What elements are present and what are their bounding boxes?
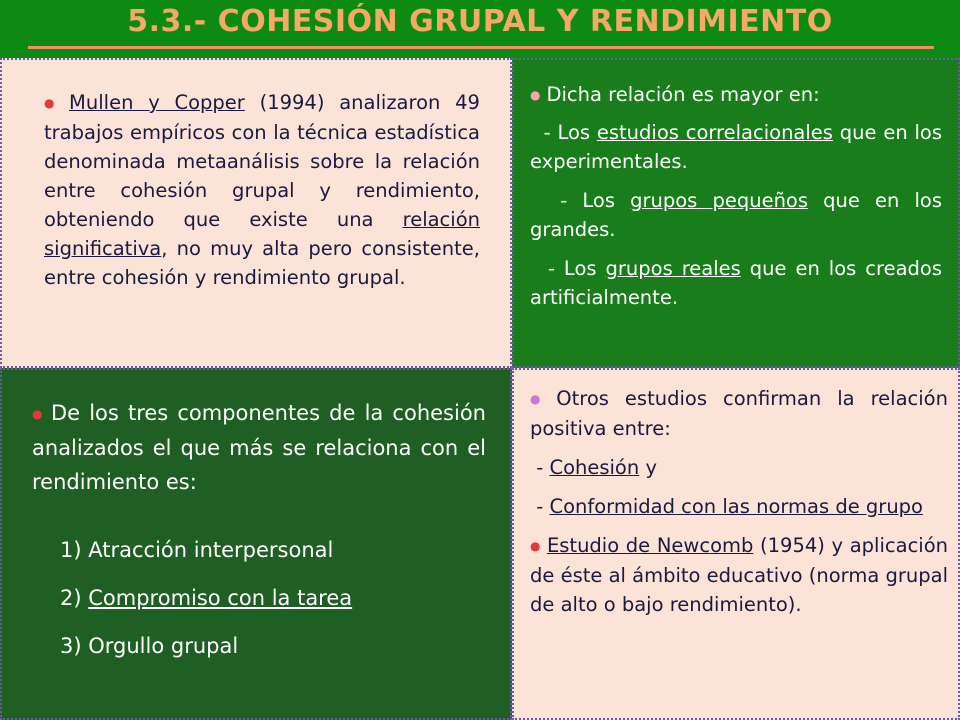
meta-analysis-paragraph xyxy=(44,88,480,292)
newcomb-study-link[interactable]: Estudio de Newcomb xyxy=(546,534,754,557)
real-groups-link[interactable]: grupos reales xyxy=(605,257,741,280)
item-prefix: - xyxy=(536,495,544,518)
group-norms-link[interactable]: Conformidad con las normas de grupo xyxy=(549,495,923,518)
components-intro xyxy=(32,396,486,499)
bullet-icon: ● xyxy=(44,96,64,110)
newcomb-study-text: (1954) y aplicación de éste al ámbito educativo (norma grupal de alto o bajo rendimiento). xyxy=(530,534,949,616)
item-prefix: - xyxy=(536,456,544,479)
small-groups-link[interactable]: grupos pequeños xyxy=(630,189,809,212)
item-prefix: - Los xyxy=(547,257,597,280)
bullet-icon: ● xyxy=(530,88,541,102)
item-prefix: - Los xyxy=(560,189,615,212)
other-studies-intro xyxy=(530,384,948,443)
panel-relation-greater xyxy=(512,58,960,368)
item-suffix: y xyxy=(645,456,657,479)
relation-intro-text: Dicha relación es mayor en: xyxy=(546,83,820,106)
correlational-studies-link[interactable]: estudios correlacionales xyxy=(596,121,833,144)
title-underline xyxy=(28,46,934,49)
item-suffix: que en los creados artificialmente. xyxy=(530,257,943,309)
significant-relation-link[interactable]: relación significativa xyxy=(44,208,480,260)
other-studies-item xyxy=(530,492,948,521)
item-suffix: que en los experimentales. xyxy=(530,121,942,173)
component-item xyxy=(60,581,486,615)
slide-title: 5.3.- COHESIÓN GRUPAL Y RENDIMIENTO xyxy=(127,4,833,39)
bullet-icon: ● xyxy=(530,539,541,553)
item-prefix: - Los xyxy=(543,121,591,144)
meta-analysis-conclusion: , no muy alta pero consistente, entre cohesión y rendimiento grupal. xyxy=(44,237,480,289)
cohesion-link[interactable]: Cohesión xyxy=(549,456,640,479)
panel-other-studies xyxy=(512,368,960,720)
component-text: Atracción interpersonal xyxy=(88,538,334,562)
panel-cohesion-components xyxy=(0,368,512,720)
components-intro-text: De los tres componentes de la cohesión analizados el que más se relaciona con el rendimiento es: xyxy=(32,401,486,494)
relation-item xyxy=(530,118,942,176)
panel-meta-analysis xyxy=(0,58,512,368)
newcomb-study xyxy=(530,531,948,619)
meta-analysis-text: (1994) analizaron 49 trabajos empíricos con la técnica estadística denominada metaanálisis sobre la relación entre cohesión grupal y rendimiento, obteniendo que existe una xyxy=(44,91,480,231)
relation-intro xyxy=(530,80,942,110)
component-item xyxy=(60,533,486,567)
other-studies-intro-text: Otros estudios confirman la relación positiva entre: xyxy=(530,387,948,440)
component-item xyxy=(60,629,486,663)
item-number: 1) xyxy=(60,538,82,562)
relation-item xyxy=(530,254,942,312)
item-suffix: que en los grandes. xyxy=(530,189,942,241)
bullet-icon: ● xyxy=(530,392,551,406)
authors-link[interactable]: Mullen y Copper xyxy=(69,91,245,114)
other-studies-item xyxy=(530,453,948,482)
task-commitment-link[interactable]: Compromiso con la tarea xyxy=(88,586,353,610)
bullet-icon: ● xyxy=(32,407,45,421)
component-text: Orgullo grupal xyxy=(88,634,239,658)
item-number: 2) xyxy=(60,586,82,610)
item-number: 3) xyxy=(60,634,82,658)
relation-item xyxy=(530,186,942,244)
